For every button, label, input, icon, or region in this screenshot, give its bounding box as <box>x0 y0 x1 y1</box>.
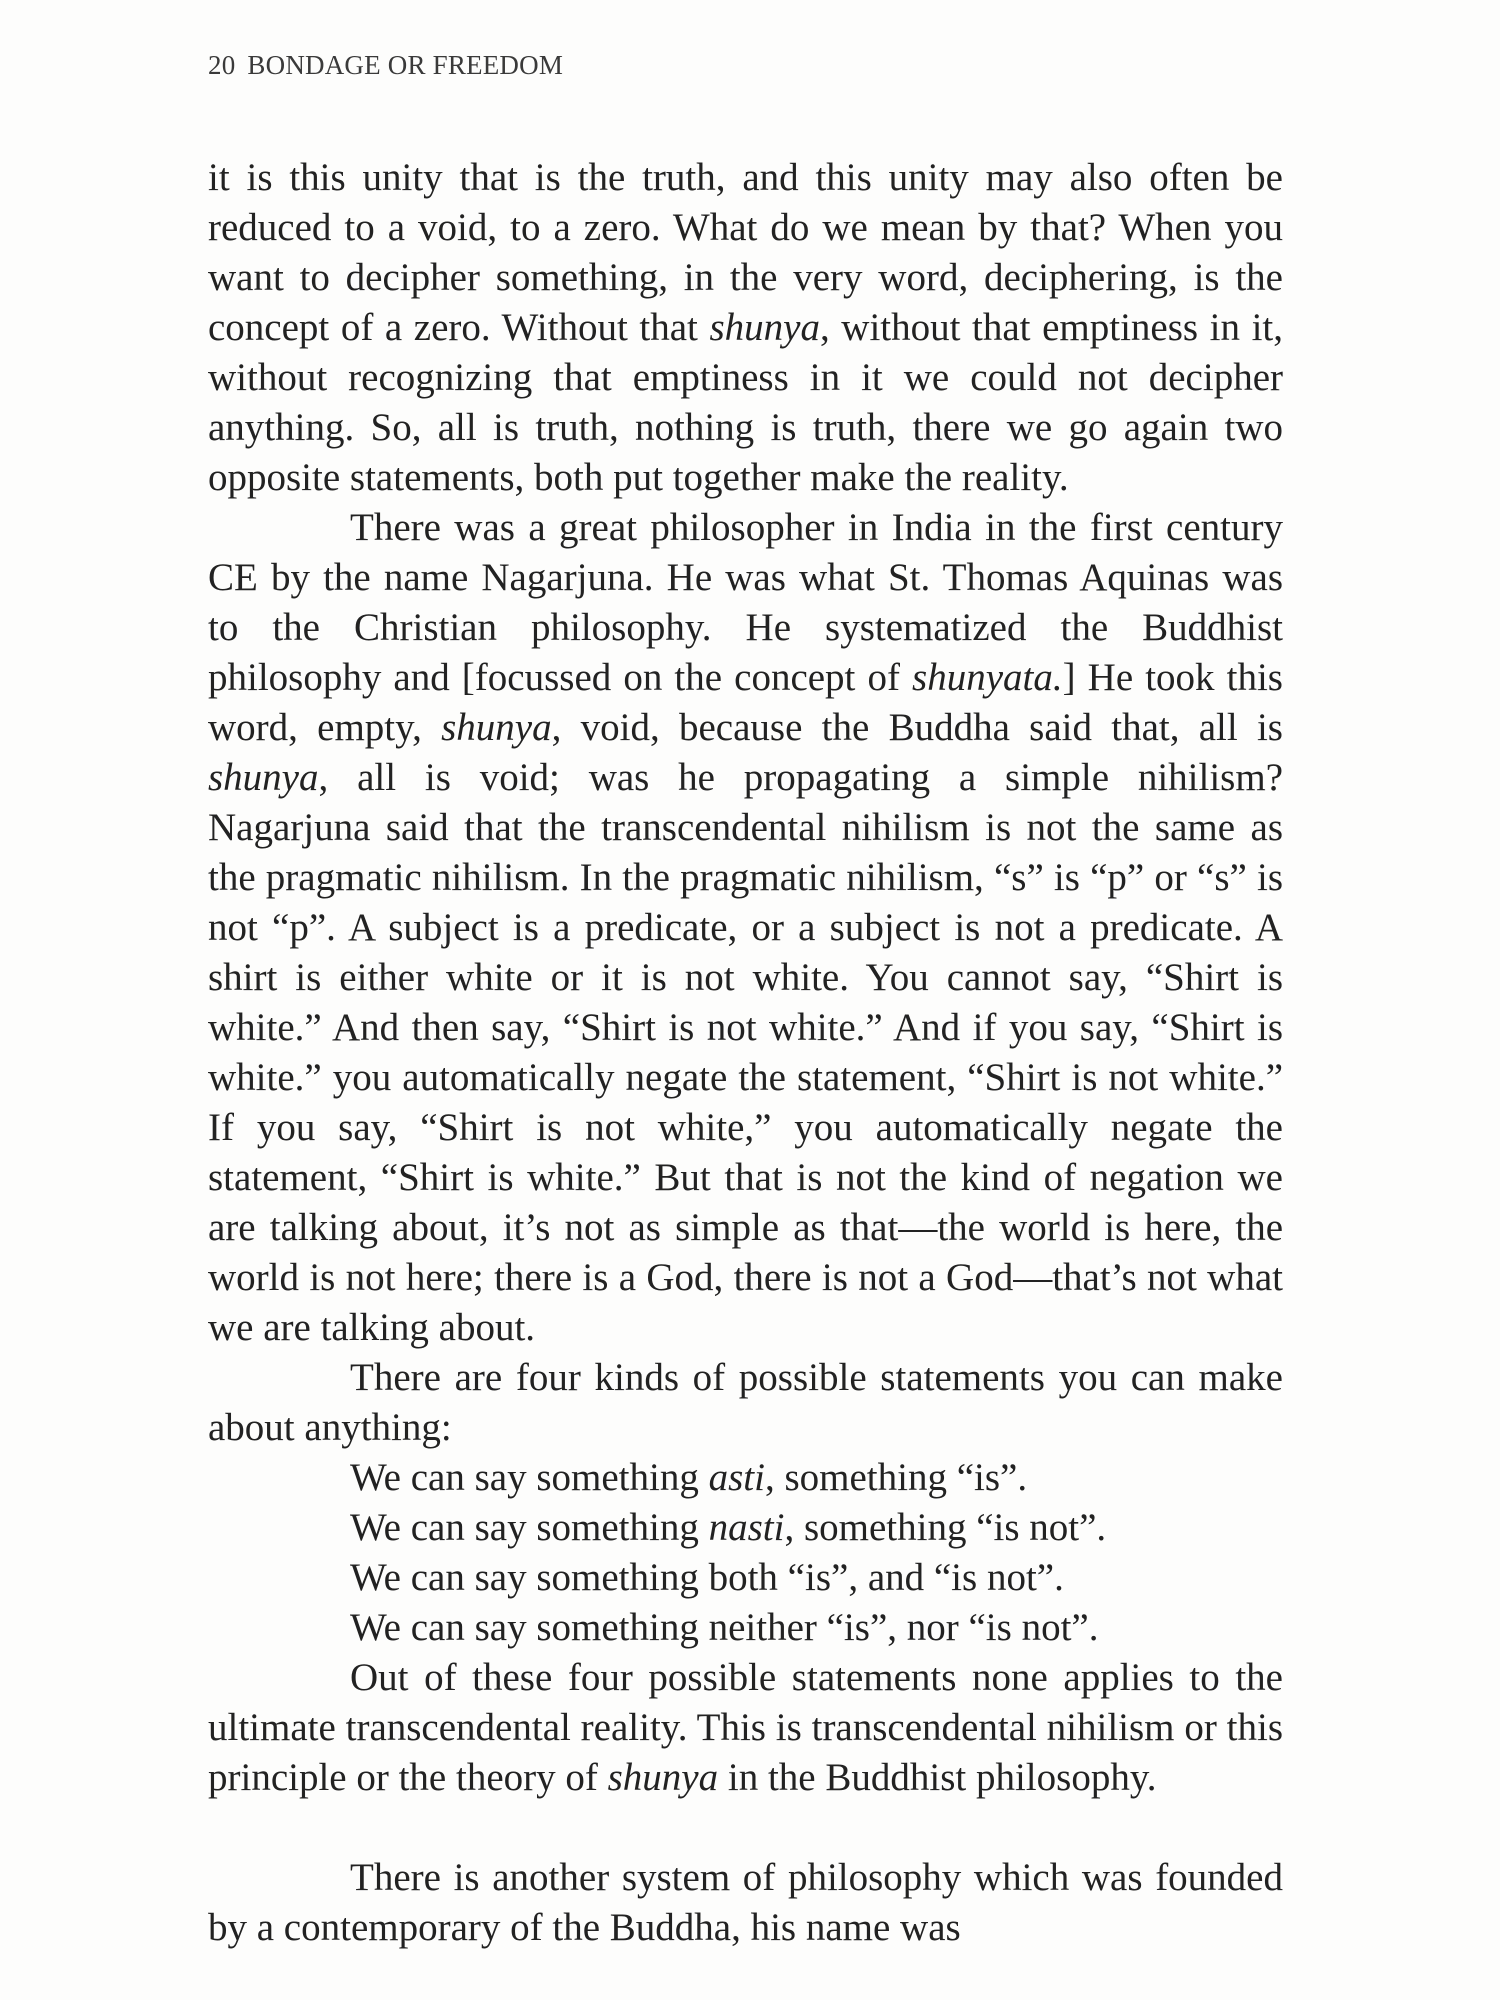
italic-term: shunya <box>607 1756 719 1799</box>
text-run: We can say something neither “is”, nor “is not”. <box>350 1606 1099 1649</box>
text-run: We can say something <box>350 1506 709 1549</box>
statement-line <box>208 1553 1283 1603</box>
italic-term: shunya <box>441 706 552 749</box>
text-run: Out of these four possible statements none applies to the ultimate transcendental reality. This is transcendental nihilism or this principle or the theory of <box>208 1656 1283 1799</box>
running-header <box>208 50 563 81</box>
paragraph <box>208 1353 1283 1453</box>
text-run: We can say something <box>350 1456 709 1499</box>
italic-term: shunyata. <box>912 656 1063 699</box>
paragraph <box>208 1653 1283 1803</box>
running-title: BONDAGE OR FREEDOM <box>247 50 564 80</box>
statement-line <box>208 1603 1283 1653</box>
paragraph <box>208 503 1283 1353</box>
text-run: There are four kinds of possible statements you can make about anything: <box>208 1356 1283 1449</box>
text-run: , something “is”. <box>764 1456 1028 1499</box>
italic-term: shunya <box>208 756 319 799</box>
text-run: , void, because the Buddha said that, all is <box>551 706 1283 749</box>
text-run: it is this unity that is the truth, and this unity may also often be reduced to a void, to a zero. What do we mean by that? When you want to decipher something, in the very word, deciphering, is the concept of a zero. Without that <box>208 156 1283 349</box>
text-run: , without that emptiness in it, without recognizing that emptiness in it we could not decipher anything. So, all is truth, nothing is truth, there we go again two opposite statements, both put together make the reality. <box>208 306 1284 499</box>
paragraph <box>208 153 1283 503</box>
page-number: 20 <box>208 50 236 80</box>
italic-term: shunya <box>709 306 820 349</box>
text-run: There is another system of philosophy which was founded by a contemporary of the Buddha, his name was <box>208 1856 1283 1949</box>
paragraph <box>208 1853 1283 1953</box>
statement-line <box>208 1503 1283 1553</box>
statement-line <box>208 1453 1283 1503</box>
text-run: , something “is not”. <box>784 1506 1107 1549</box>
italic-term: asti <box>708 1456 765 1499</box>
text-run: We can say something both “is”, and “is not”. <box>350 1556 1064 1599</box>
text-run: There was a great philosopher in India in the first century CE by the name Nagarjuna. He was what St. Thomas Aquinas was to the Christian philosophy. He systematized the Buddhist philosophy and [focussed on the concept of <box>208 506 1283 699</box>
text-run: in the Buddhist philosophy. <box>718 1756 1157 1799</box>
text-run: ] He took this word, empty, <box>208 656 1283 749</box>
body-text <box>208 153 1283 1953</box>
italic-term: nasti <box>708 1506 785 1549</box>
text-run: , all is void; was he propagating a simple nihilism? Nagarjuna said that the transcendental nihilism is not the same as the pragmatic nihilism. In the pragmatic nihilism, “s” is “p” or “s” is not “p”. A subject is a predicate, or a subject is not a predicate. A shirt is either white or it is not white. You cannot say, “Shirt is white.” And then say, “Shirt is not white.” And if you say, “Shirt is white.” you automatically negate the statement, “Shirt is not white.” If you say, “Shirt is not white,” you automatically negate the statement, “Shirt is white.” But that is not the kind of negation we are talking about, it’s not as simple as that—the world is here, the world is not here; there is a God, there is not a God—that’s not what we are talking about. <box>208 756 1283 1349</box>
